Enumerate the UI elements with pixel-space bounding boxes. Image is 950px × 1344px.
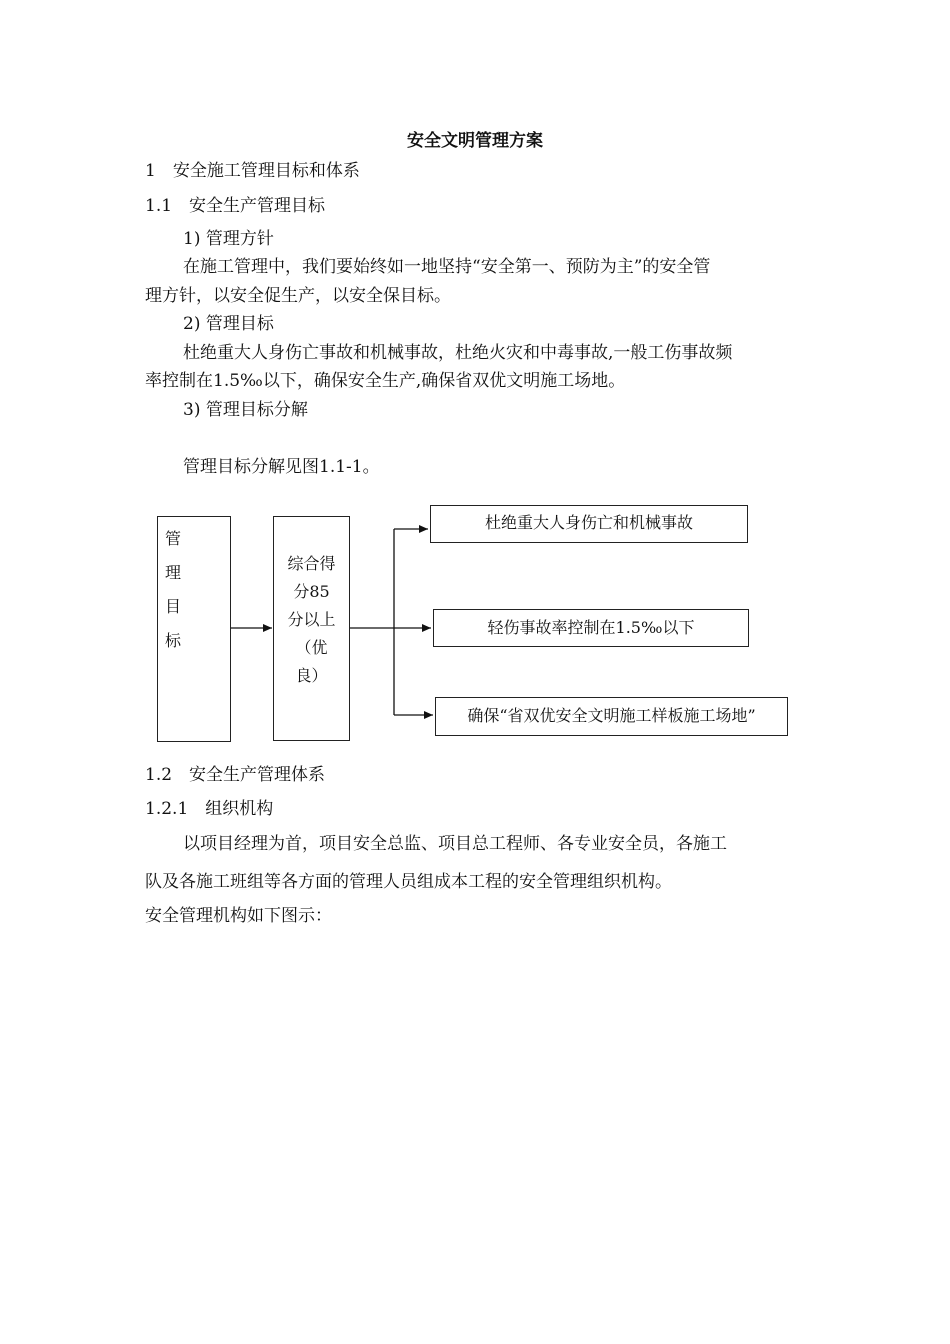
paragraph-figure-reference: 管理目标分解见图1.1-1。 — [183, 457, 380, 477]
paragraph-policy-line1: 在施工管理中，我们要始终如一地坚持“安全第一、预防为主”的安全管 — [183, 257, 711, 277]
target-1-text: 杜绝重大人身伤亡和机械事故 — [484, 513, 693, 532]
box-management-goal — [157, 516, 231, 742]
paragraph-goal-line2: 率控制在1.5‰以下，确保安全生产,确保省双优文明施工场地。 — [145, 371, 626, 391]
paragraph-org-chart-intro: 安全管理机构如下图示： — [145, 906, 332, 926]
score-line-2: 分85 — [293, 582, 330, 601]
box-target-1 — [430, 505, 748, 543]
score-line-5: 良） — [295, 666, 328, 685]
box-target-3 — [435, 697, 788, 736]
box-char-3: 目 — [164, 597, 181, 616]
paragraph-org-line2: 队及各施工班组等各方面的管理人员组成本工程的安全管理组织机构。 — [145, 872, 672, 892]
score-line-1: 综合得 — [287, 554, 336, 573]
paragraph-org-line1: 以项目经理为首，项目安全总监、项目总工程师、各专业安全员，各施工 — [183, 834, 727, 854]
box-overall-score — [273, 516, 350, 741]
target-2-text: 轻伤事故率控制在1.5‰以下 — [487, 618, 695, 637]
box-char-1: 管 — [164, 529, 181, 548]
subheading-management-goal: 2) 管理目标 — [183, 314, 274, 334]
subheading-goal-breakdown: 3) 管理目标分解 — [183, 400, 308, 420]
box-char-2: 理 — [164, 563, 181, 582]
subheading-management-policy: 1) 管理方针 — [183, 229, 274, 249]
score-line-4: （优 — [295, 638, 328, 657]
score-line-3: 分以上 — [287, 610, 336, 629]
paragraph-policy-line2: 理方针，以安全促生产，以安全保目标。 — [145, 286, 451, 306]
paragraph-goal-line1: 杜绝重大人身伤亡事故和机械事故，杜绝火灾和中毒事故,一般工伤事故频 — [183, 343, 733, 363]
section-heading-1-2: 1.2 安全生产管理体系 — [145, 765, 326, 785]
section-heading-1: 1 安全施工管理目标和体系 — [145, 161, 360, 181]
document-title: 安全文明管理方案 — [407, 131, 543, 151]
target-3-text: 确保“省双优安全文明施工样板施工场地” — [467, 706, 756, 725]
box-char-4: 标 — [164, 631, 181, 650]
box-target-2 — [433, 609, 749, 647]
section-heading-1-2-1: 1.2.1 组织机构 — [145, 799, 274, 819]
section-heading-1-1: 1.1 安全生产管理目标 — [145, 196, 326, 216]
